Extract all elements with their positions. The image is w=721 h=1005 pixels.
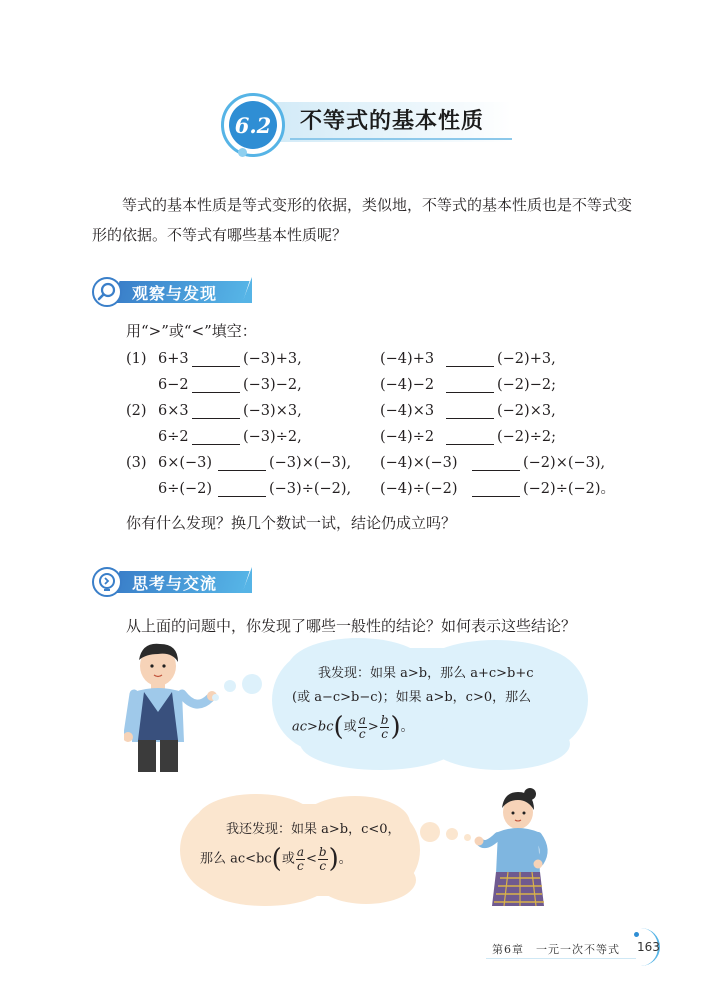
exercise-row: [126, 372, 646, 398]
answer-blank[interactable]: [472, 480, 520, 497]
or-word: 或: [343, 719, 357, 735]
thought-dot: [224, 680, 236, 692]
observe-question: 你有什么发现？换几个数试一试，结论仍成立吗？: [126, 514, 457, 532]
intro-paragraph: 等式的基本性质是等式变形的依据，类似地，不等式的基本性质也是不等式变形的依据。不等式有哪些基本性质呢？: [92, 196, 633, 244]
left-expr: 6×(−3): [158, 455, 213, 471]
left-expr: 6−2: [158, 377, 189, 393]
right-expr: (−4)×(−3): [380, 455, 458, 471]
think-banner-label: 思考与交流: [132, 574, 218, 593]
fraction: [296, 846, 305, 873]
exercise-list: [126, 346, 646, 502]
answer-blank[interactable]: [192, 350, 240, 367]
right-expr: (−2)−2;: [497, 377, 556, 393]
cloud-puff: [430, 718, 570, 770]
numerator: a: [296, 844, 304, 859]
lightbulb-icon: [92, 567, 122, 597]
answer-blank[interactable]: [192, 376, 240, 393]
footer-rule: [486, 958, 636, 959]
exercise-row: [126, 346, 646, 372]
thought-dot: [420, 822, 440, 842]
comparator: >: [367, 719, 379, 735]
fraction: [380, 714, 390, 741]
left-expr: (−3)÷(−2),: [269, 481, 352, 497]
left-paren: (: [271, 844, 282, 874]
fraction: [318, 846, 328, 873]
magnifier-icon: [92, 277, 122, 307]
section-title: 不等式的基本性质: [300, 108, 485, 134]
denominator: c: [381, 726, 388, 741]
right-paren: ): [328, 844, 339, 874]
numerator: a: [358, 712, 366, 727]
left-expr: 6÷(−2): [158, 481, 213, 497]
right-expr: (−2)÷2;: [497, 429, 556, 445]
fraction: [358, 714, 367, 741]
right-expr: (−4)÷2: [380, 429, 435, 445]
inequality: ac>bc: [292, 719, 334, 735]
right-expr: (−4)−2: [380, 377, 435, 393]
right-expr: (−2)×3,: [497, 403, 556, 419]
left-expr: (−3)÷2,: [243, 429, 302, 445]
bubble1-line2: (或 a−c>b−c)；如果 a>b，c>0，那么: [292, 690, 532, 705]
thought-dot: [212, 694, 219, 701]
answer-blank[interactable]: [192, 402, 240, 419]
comparator: <: [306, 851, 317, 867]
banner-tip: [242, 277, 252, 303]
left-expr: 6+3: [158, 351, 189, 367]
right-expr: (−4)÷(−2): [380, 481, 458, 497]
numerator: b: [318, 844, 327, 859]
section-number: 6.2: [229, 101, 277, 149]
section-header-underline: [290, 138, 512, 140]
answer-blank[interactable]: [446, 428, 494, 445]
bubble1-line1: 我发现：如果 a>b，那么 a+c>b+c: [318, 666, 534, 681]
group-label: (2): [126, 403, 147, 419]
right-expr: (−2)+3,: [497, 351, 556, 367]
denominator: c: [358, 726, 366, 741]
or-word: 或: [281, 851, 295, 867]
observe-banner-label: 观察与发现: [132, 284, 218, 303]
right-expr: (−4)+3: [380, 351, 435, 367]
denominator: c: [319, 858, 327, 873]
group-label: (1): [126, 351, 147, 367]
bubble2-line1: 我还发现：如果 a>b，c<0，: [226, 822, 401, 837]
thought-dot: [446, 828, 458, 840]
boy-illustration: [124, 642, 220, 772]
bubble1-line3: [292, 708, 414, 746]
answer-blank[interactable]: [218, 480, 266, 497]
answer-blank[interactable]: [446, 376, 494, 393]
left-paren: (: [333, 712, 344, 742]
left-expr: 6×3: [158, 403, 189, 419]
banner-tip: [242, 567, 252, 593]
period: 。: [338, 851, 352, 867]
group-label: (3): [126, 455, 147, 471]
think-question: 从上面的问题中，你发现了哪些一般性的结论？如何表示这些结论？: [126, 617, 577, 635]
bubble2-line2: [200, 840, 352, 878]
exercise-row: [126, 476, 646, 502]
left-expr: 6÷2: [158, 429, 189, 445]
answer-blank[interactable]: [192, 428, 240, 445]
left-expr: (−3)×(−3),: [269, 455, 352, 471]
thought-dot: [242, 674, 262, 694]
right-paren: ): [390, 712, 401, 742]
inequality: 那么 ac<bc: [200, 851, 272, 867]
numerator: b: [380, 712, 389, 727]
left-expr: (−3)+3,: [243, 351, 302, 367]
thought-dot: [464, 834, 471, 841]
answer-blank[interactable]: [446, 402, 494, 419]
right-expr: (−2)÷(−2)。: [523, 481, 616, 497]
exercise-row: [126, 398, 646, 424]
right-expr: (−2)×(−3),: [523, 455, 606, 471]
footer-dot: [634, 932, 639, 937]
period: 。: [400, 719, 414, 735]
denominator: c: [297, 858, 304, 873]
left-expr: (−3)−2,: [243, 377, 302, 393]
answer-blank[interactable]: [446, 350, 494, 367]
exercise-row: [126, 450, 646, 476]
footer-chapter: 第6章 一元一次不等式: [492, 943, 620, 956]
section-decor-dot: [238, 148, 247, 157]
observe-prompt: 用“>”或“<”填空：: [126, 322, 257, 340]
answer-blank[interactable]: [218, 454, 266, 471]
right-expr: (−4)×3: [380, 403, 435, 419]
left-expr: (−3)×3,: [243, 403, 302, 419]
think-banner: [92, 567, 254, 597]
page-number: 163: [637, 940, 660, 954]
answer-blank[interactable]: [472, 454, 520, 471]
exercise-row: [126, 424, 646, 450]
observe-banner: [92, 277, 254, 307]
girl-illustration: [474, 786, 554, 910]
